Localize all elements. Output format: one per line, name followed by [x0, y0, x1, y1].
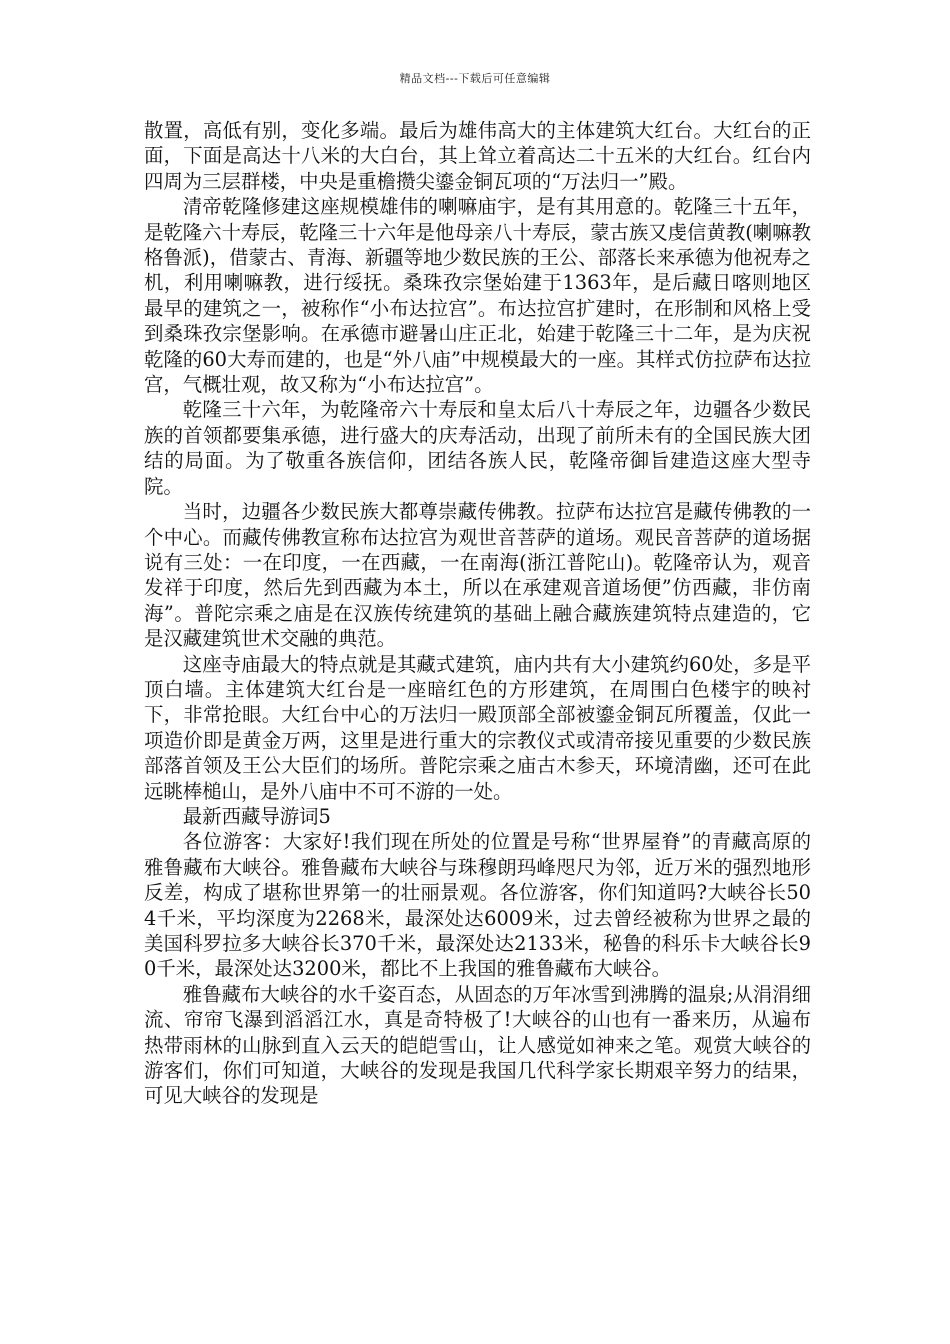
paragraph: 当时，边疆各少数民族大都尊崇藏传佛教。拉萨布达拉宫是藏传佛教的一个中心。而藏传佛教宣称布达拉宫为观世音菩萨的道场。观民音菩萨的道场据说有三处：一在印度，一在西藏，一在南海(浙江普陀山)。乾隆帝认为，观音发祥于印度，然后先到西藏为本土，所以在承建观音道场便”仿西藏，非仿南海”。普陀宗乘之庙是在汉族传统建筑的基础上融合藏族建筑特点建造的，它是汉藏建筑世术交融的典范。: [144, 500, 811, 651]
page-header: 精品文档---下载后可任意编辑: [399, 72, 551, 85]
paragraph: 清帝乾隆修建这座规模雄伟的喇嘛庙宇，是有其用意的。乾隆三十五年，是乾隆六十寿辰，乾隆三十六年是他母亲八十寿辰，蒙古族又虔信黄教(喇嘛教格鲁派)，借蒙古、青海、新疆等地少数民族的王公、部落长来承德为他祝寿之机，利用喇嘛教，进行绥抚。桑珠孜宗堡始建于1363年，是后藏日喀则地区最早的建筑之一，被称作“小布达拉宫”。布达拉宫扩建时，在形制和风格上受到桑珠孜宗堡影响。在承德市避暑山庄正北，始建于乾隆三十二年，是为庆祝乾隆的60大寿而建的，也是“外八庙”中规模最大的一座。其样式仿拉萨布达拉宫，气概壮观，故又称为“小布达拉宫”。: [144, 195, 811, 397]
paragraph: 各位游客：大家好!我们现在所处的位置是号称“世界屋脊”的青藏高原的雅鲁藏布大峡谷。雅鲁藏布大峡谷与珠穆朗玛峰咫尺为邻，近万米的强烈地形反差，构成了堪称世界第一的壮丽景观。各位游客，你们知道吗?大峡谷长504千米，平均深度为2268米，最深处达6009米，过去曾经被称为世界之最的美国科罗拉多大峡谷长370千米，最深处达2133米，秘鲁的科乐卡大峡谷长90千米，最深处达3200米，都比不上我国的雅鲁藏布大峡谷。: [144, 830, 811, 981]
section-heading: 最新西藏导游词5: [182, 804, 331, 828]
paragraph: 散置，高低有别，变化多端。最后为雄伟高大的主体建筑大红台。大红台的正面，下面是高达十八米的大白台，其上耸立着高达二十五米的大红台。红台内四周为三层群楼，中央是重檐攒尖鎏金铜瓦项的“万法归一”殿。: [144, 119, 811, 193]
paragraph: 乾隆三十六年，为乾隆帝六十寿辰和皇太后八十寿辰之年，边疆各少数民族的首领都要集承德，进行盛大的庆寿活动，出现了前所未有的全国民族大团结的局面。为了敬重各族信仰，团结各族人民，乾隆帝御旨建造这座大型寺院。: [144, 398, 811, 498]
paragraph: 这座寺庙最大的特点就是其藏式建筑，庙内共有大小建筑约60处，多是平顶白墙。主体建筑大红台是一座暗红色的方形建筑，在周围白色楼宇的映衬下，非常抢眼。大红台中心的万法归一殿顶部全部被鎏金铜瓦所覆盖，仅此一项造价即是黄金万两，这里是进行重大的宗教仪式或清帝接见重要的少数民族部落首领及王公大臣们的场所。普陀宗乘之庙古木参天，环境清幽，还可在此远眺棒槌山，是外八庙中不可不游的一处。: [144, 652, 811, 803]
document-body: [144, 118, 811, 1109]
paragraph: 雅鲁藏布大峡谷的水千姿百态，从固态的万年冰雪到沸腾的温泉;从涓涓细流、帘帘飞瀑到滔滔江水，真是奇特极了!大峡谷的山也有一番来历，从遍布热带雨林的山脉到直入云天的皑皑雪山，让人感觉如神来之笔。观赏大峡谷的游客们，你们可知道，大峡谷的发现是我国几代科学家长期艰辛努力的结果，可见大峡谷的发现是: [144, 982, 811, 1108]
